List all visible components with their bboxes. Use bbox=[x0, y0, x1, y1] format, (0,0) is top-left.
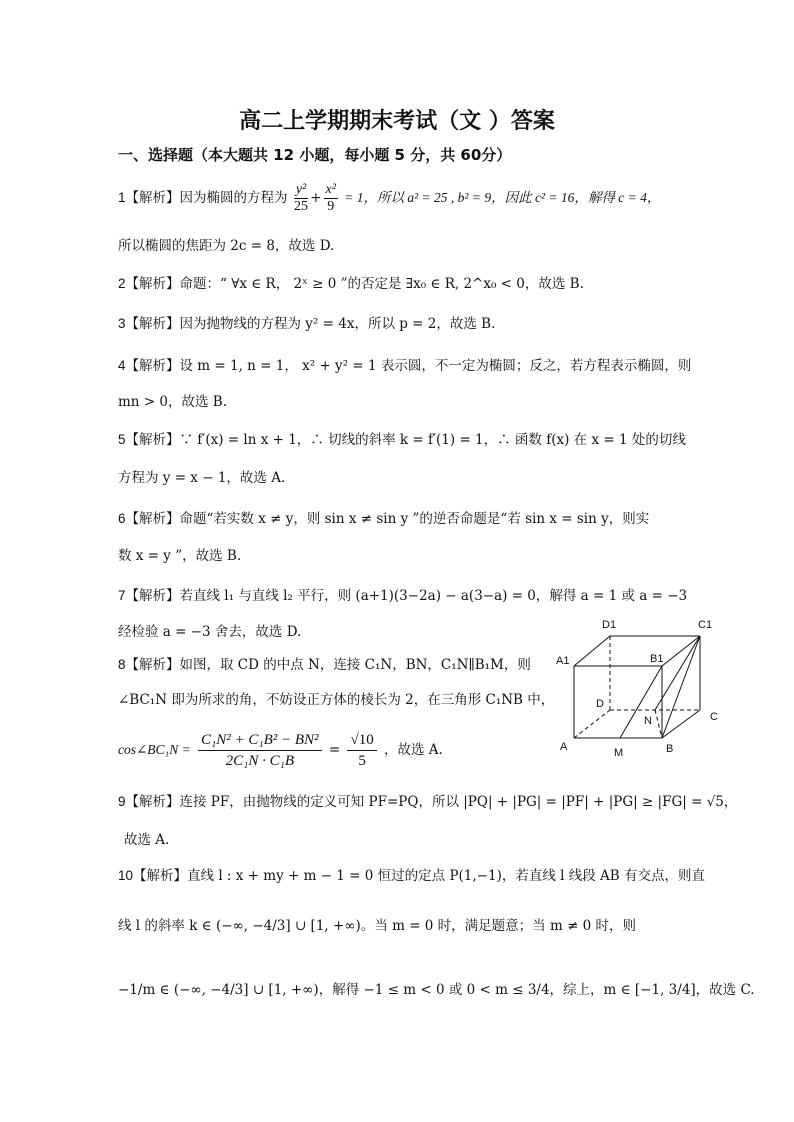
solution-10-line-3: −1/m ∈ (−∞, −4/3] ∪ [1, +∞)，解得 −1 ≤ m < 0 或 0 < m ≤ 3/4，综上，m ∈ [−1, 3/4]，故选 C. bbox=[118, 982, 755, 998]
label-a: A bbox=[560, 741, 568, 753]
solution-3-line-1: 3【解析】因为抛物线的方程为 y² = 4x，所以 p = 2，故选 B. bbox=[118, 316, 496, 332]
solution-8-line-3: cos∠BC₁N = $\frac{\text{C₁N² + C₁B² − BN²}}{\text{2C₁N · C₁B}}$ = $\frac{√10}{5}$ ，故选 A. bbox=[118, 732, 443, 769]
cube-figure bbox=[552, 614, 732, 762]
label-d1: D1 bbox=[602, 619, 617, 631]
fraction-x2-9: $\frac{\text{x²}}{9}$ bbox=[325, 182, 336, 214]
section-heading: 一、选择题（本大题共 12 小题，每小题 5 分，共 60分） bbox=[118, 146, 512, 164]
label-c: C bbox=[710, 711, 718, 723]
page-title: 高二上学期期末考试（文 ）答案 bbox=[239, 109, 555, 134]
solution-7-line-1: 7【解析】若直线 l₁ 与直线 l₂ 平行，则 (a+1)(3−2a) − a(3−a) = 0，解得 a = 1 或 a = −3 bbox=[118, 588, 688, 604]
solution-7-line-2: 经检验 a = −3 舍去，故选 D. bbox=[118, 624, 302, 640]
label-a1: A1 bbox=[556, 655, 570, 667]
solution-10-line-2: 线 l 的斜率 k ∈ (−∞, −4/3] ∪ [1, +∞)。当 m = 0 时，满足题意；当 m ≠ 0 时，则 bbox=[118, 918, 637, 934]
label-n: N bbox=[644, 715, 652, 727]
solution-1-line-1: 1【解析】因为椭圆的方程为 $\frac{\text{y²}}{25}$ + $\frac{\text{x²}}{9}$ = 1，所以 a² = 25 , b² = 9，因此 c² = 16，解得 c = 4， bbox=[118, 182, 661, 214]
solution-8-line-1: 8【解析】如图，取 CD 的中点 N，连接 C₁N，BN，C₁N∥B₁M，则 bbox=[118, 657, 531, 673]
label-c1: C1 bbox=[698, 619, 713, 631]
solution-4-line-1: 4【解析】设 m = 1, n = 1， x² + y² = 1 表示圆，不一定为椭圆；反之，若方程表示椭圆，则 bbox=[118, 358, 692, 374]
label-d: D bbox=[596, 698, 604, 710]
solution-5-line-2: 方程为 y = x − 1，故选 A. bbox=[118, 470, 286, 486]
fraction-y2-25: $\frac{\text{y²}}{25}$ bbox=[294, 182, 309, 214]
solution-6-line-2: 数 x = y ”，故选 B. bbox=[118, 548, 242, 564]
solution-2-line-1: 2【解析】命题：“ ∀x ∈ R， 2ˣ ≥ 0 ”的否定是 ∃x₀ ∈ R, 2^x₀ < 0，故选 B. bbox=[118, 276, 584, 292]
solution-6-line-1: 6【解析】命题“若实数 x ≠ y，则 sin x ≠ sin y ”的逆否命题是“若 sin x = sin y，则实 bbox=[118, 511, 650, 527]
solution-10-line-1: 10【解析】直线 l : x + my + m − 1 = 0 恒过的定点 P(1,−1)，若直线 l 线段 AB 有交点，则直 bbox=[118, 868, 706, 884]
result-fraction: $\frac{√10}{5}$ bbox=[347, 730, 376, 771]
cos-fraction: $\frac{\text{C₁N² + C₁B² − BN²}}{\text{2C₁N · C₁B}}$ bbox=[198, 730, 322, 771]
solution-9-line-2: 故选 A. bbox=[124, 832, 170, 848]
solution-4-line-2: mn > 0，故选 B. bbox=[118, 394, 227, 410]
solution-1-line-2: 所以椭圆的焦距为 2c = 8，故选 D. bbox=[118, 238, 335, 254]
label-m: M bbox=[614, 747, 624, 759]
label-b: B bbox=[666, 743, 674, 755]
solution-5-line-1: 5【解析】∵ f′(x) = ln x + 1，∴ 切线的斜率 k = f′(1) = 1，∴ 函数 f(x) 在 x = 1 处的切线 bbox=[118, 432, 686, 448]
solution-9-line-1: 9【解析】连接 PF，由抛物线的定义可知 PF=PQ，所以 |PQ| + |PG| = |PF| + |PG| ≥ |FG| = √5， bbox=[118, 794, 738, 810]
label-b1: B1 bbox=[650, 653, 664, 665]
solution-8-line-2: ∠BC₁N 即为所求的角，不妨设正方体的棱长为 2，在三角形 C₁NB 中， bbox=[118, 692, 555, 708]
